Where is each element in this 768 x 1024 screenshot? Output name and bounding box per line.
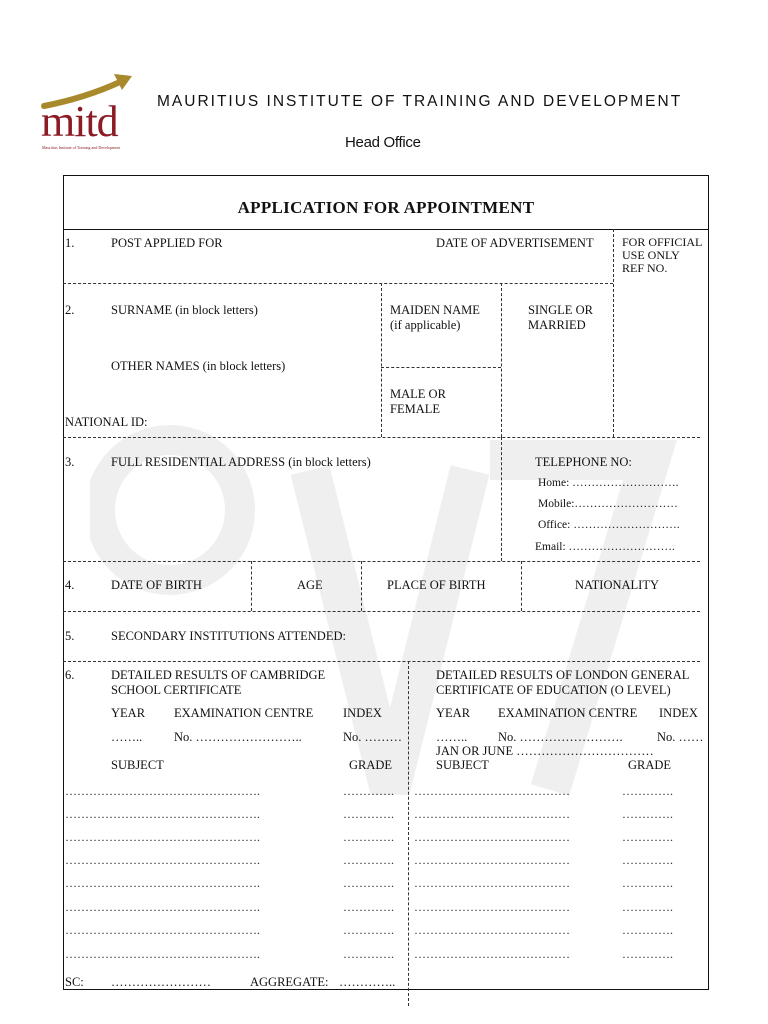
date-of-birth-label: DATE OF BIRTH <box>111 578 202 592</box>
single-or-married-label: SINGLE OR MARRIED <box>528 303 593 332</box>
aggregate-label: AGGREGATE: <box>250 975 329 989</box>
home-phone-field: Home: ………………………. <box>538 477 679 489</box>
s1-number: 1. <box>65 236 75 250</box>
email-field: Email: ………………………. <box>535 541 675 553</box>
s5-bottom-divider <box>63 661 700 662</box>
index-label-left: INDEX <box>343 706 382 720</box>
maiden-name-label: MAIDEN NAME (if applicable) <box>390 303 480 332</box>
grade-field-right: …………. <box>622 876 673 890</box>
gender-label: MALE OR FEMALE <box>390 387 446 416</box>
subject-field-left: …………………………………………. <box>65 830 260 844</box>
year-field-right: …….. <box>436 730 468 744</box>
grade-field-left: …………. <box>343 947 394 961</box>
s2-number: 2. <box>65 303 75 317</box>
sc-field: …………………… <box>111 975 211 989</box>
office-phone-field: Office: ………………………. <box>538 519 680 531</box>
grade-field-right: …………. <box>622 853 673 867</box>
official-use-label: FOR OFFICIAL USE ONLY REF NO. <box>622 235 703 275</box>
grade-field-left: …………. <box>343 807 394 821</box>
grade-field-left: …………. <box>343 900 394 914</box>
exam-no-field-left: No. …………………….. <box>174 730 302 744</box>
grade-field-left: …………. <box>343 876 394 890</box>
s4-divider-3 <box>521 561 522 611</box>
official-divider <box>613 229 614 437</box>
head-office-label: Head Office <box>345 134 421 151</box>
post-applied-for-label: POST APPLIED FOR <box>111 236 223 250</box>
subject-label-right: SUBJECT <box>436 758 489 772</box>
s6-number: 6. <box>65 668 75 682</box>
subject-field-left: …………………………………………. <box>65 876 260 890</box>
subject-field-left: …………………………………………. <box>65 807 260 821</box>
jan-or-june-field: JAN OR JUNE …………………………… <box>436 744 654 758</box>
year-label-right: YEAR <box>436 706 471 720</box>
mitd-logo <box>40 72 135 154</box>
exam-centre-label-left: EXAMINATION CENTRE <box>174 706 314 720</box>
grade-field-left: …………. <box>343 923 394 937</box>
grade-label-right: GRADE <box>628 758 672 772</box>
subject-field-left: …………………………………………. <box>65 923 260 937</box>
grade-field-right: …………. <box>622 784 673 798</box>
grade-field-left: …………. <box>343 853 394 867</box>
nationality-label: NATIONALITY <box>575 578 660 592</box>
grade-field-left: …………. <box>343 830 394 844</box>
date-of-advertisement-label: DATE OF ADVERTISEMENT <box>436 236 594 250</box>
other-names-label: OTHER NAMES (in block letters) <box>111 359 286 373</box>
logo-wordmark: mitd <box>41 97 118 146</box>
place-of-birth-label: PLACE OF BIRTH <box>387 578 486 592</box>
index-no-field-right: No. …… <box>657 730 704 744</box>
s4-divider-1 <box>251 561 252 611</box>
subject-field-left: …………………………………………. <box>65 900 260 914</box>
index-label-right: INDEX <box>659 706 698 720</box>
institute-name: MAURITIUS INSTITUTE OF TRAINING AND DEVELOPMENT <box>157 93 683 110</box>
s4-divider-2 <box>361 561 362 611</box>
subject-field-right: ………………………………… <box>414 876 570 890</box>
subject-field-left: …………………………………………. <box>65 784 260 798</box>
grade-label-left: GRADE <box>349 758 393 772</box>
s2-bottom-divider <box>63 437 700 438</box>
subject-field-left: …………………………………………. <box>65 947 260 961</box>
subject-label-left: SUBJECT <box>111 758 164 772</box>
s6-center-divider <box>408 661 409 1006</box>
s4-bottom-divider <box>63 611 700 612</box>
s3-bottom-divider <box>63 561 700 562</box>
subject-field-right: ………………………………… <box>414 784 570 798</box>
year-field-left: …….. <box>111 730 143 744</box>
address-label: FULL RESIDENTIAL ADDRESS (in block letters) <box>111 455 371 469</box>
subject-field-right: ………………………………… <box>414 853 570 867</box>
s4-number: 4. <box>65 578 75 592</box>
index-no-field-left: No. ……… <box>343 730 403 744</box>
s2-divider-right <box>501 283 502 437</box>
s2-divider-left <box>381 283 382 437</box>
s3-number: 3. <box>65 455 75 469</box>
grade-field-right: …………. <box>622 947 673 961</box>
grade-field-left: …………. <box>343 784 394 798</box>
secondary-institutions-label: SECONDARY INSTITUTIONS ATTENDED: <box>111 629 346 643</box>
telephone-label: TELEPHONE NO: <box>535 455 632 469</box>
subject-field-right: ………………………………… <box>414 830 570 844</box>
cambridge-results-heading: DETAILED RESULTS OF CAMBRIDGE SCHOOL CERTIFICATE <box>111 668 326 697</box>
subject-field-right: ………………………………… <box>414 900 570 914</box>
mobile-phone-field: Mobile:……………………… <box>538 498 678 510</box>
s5-number: 5. <box>65 629 75 643</box>
exam-no-field-right: No. ……………………. <box>498 730 623 744</box>
maiden-divider <box>381 367 501 368</box>
s1-divider <box>63 283 613 284</box>
subject-field-right: ………………………………… <box>414 947 570 961</box>
exam-centre-label-right: EXAMINATION CENTRE <box>498 706 638 720</box>
subject-field-right: ………………………………… <box>414 807 570 821</box>
form-title: APPLICATION FOR APPOINTMENT <box>237 198 535 217</box>
aggregate-field: ………….. <box>339 975 396 989</box>
london-results-heading: DETAILED RESULTS OF LONDON GENERAL CERTIFICATE OF EDUCATION (O LEVEL) <box>436 668 690 697</box>
grade-field-right: …………. <box>622 830 673 844</box>
logo-tagline: Mauritius Institute of Training and Development <box>42 145 120 150</box>
age-label: AGE <box>297 578 323 592</box>
grade-field-right: …………. <box>622 923 673 937</box>
national-id-label: NATIONAL ID: <box>65 415 148 429</box>
s3-divider <box>501 437 502 561</box>
surname-label: SURNAME (in block letters) <box>111 303 258 317</box>
year-label-left: YEAR <box>111 706 146 720</box>
subject-field-left: …………………………………………. <box>65 853 260 867</box>
subject-field-right: ………………………………… <box>414 923 570 937</box>
grade-field-right: …………. <box>622 900 673 914</box>
grade-field-right: …………. <box>622 807 673 821</box>
sc-label: SC: <box>65 975 84 989</box>
